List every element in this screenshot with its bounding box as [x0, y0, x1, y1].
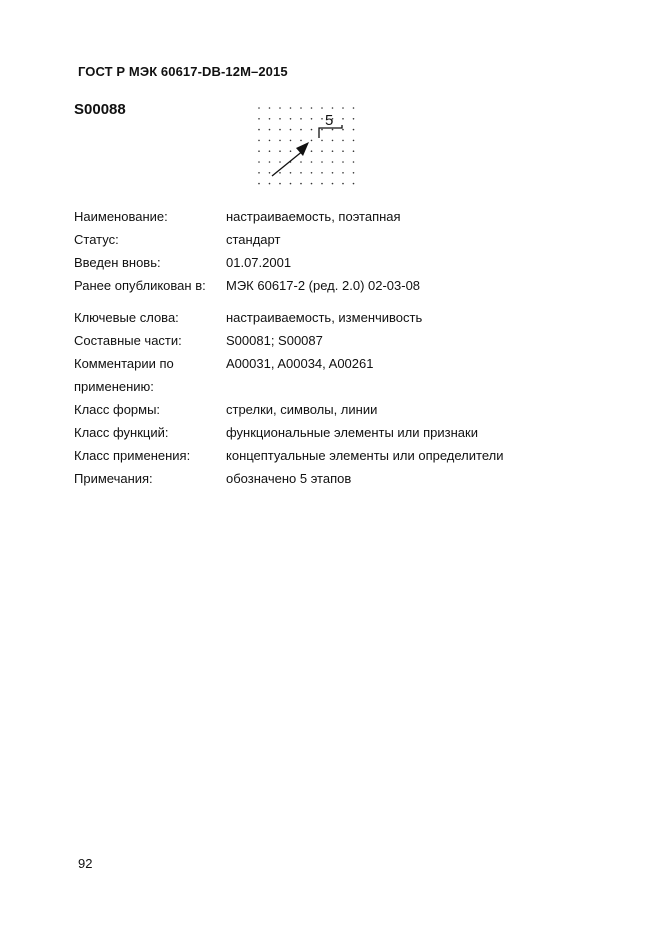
field-row-function-class [74, 421, 544, 444]
grid-dot [300, 172, 302, 174]
grid-dot [353, 140, 355, 142]
grid-dot [332, 140, 334, 142]
step-count-label: 5 [325, 112, 334, 129]
field-label: Класс применения: [74, 448, 191, 463]
grid-dot [290, 140, 292, 142]
grid-dot [258, 107, 260, 109]
grid-dot [279, 140, 281, 142]
grid-dot [290, 118, 292, 120]
field-row-status [74, 228, 544, 251]
field-label: Ранее опубликован в: [74, 278, 206, 293]
field-value: A00031, A00034, A00261 [226, 356, 374, 371]
grid-dot [269, 140, 271, 142]
field-label: Примечания: [74, 471, 153, 486]
grid-dot [332, 107, 334, 109]
grid-dot [321, 107, 323, 109]
grid-dot [353, 161, 355, 163]
field-label: Комментарии по применению: [74, 356, 174, 394]
field-label: Наименование: [74, 209, 168, 224]
grid-dot [300, 118, 302, 120]
field-value: МЭК 60617-2 (ред. 2.0) 02-03-08 [226, 278, 421, 293]
field-row-components [74, 329, 544, 352]
grid-dot [290, 107, 292, 109]
grid-dot [269, 183, 271, 185]
grid-dot [258, 140, 260, 142]
grid-dot [353, 118, 355, 120]
grid-dot [258, 118, 260, 120]
grid-dot [300, 161, 302, 163]
grid-dot [332, 161, 334, 163]
field-row-application-class [74, 444, 544, 467]
grid-dot [279, 118, 281, 120]
grid-dot [353, 172, 355, 174]
grid-dot [311, 140, 313, 142]
field-value: настраиваемость, изменчивость [226, 310, 423, 325]
symbol-graphic [252, 104, 362, 188]
grid-dot [332, 172, 334, 174]
grid-dot [258, 161, 260, 163]
document-header: ГОСТ Р МЭК 60617-DB-12M–2015 [78, 64, 288, 79]
field-label: Составные части: [74, 333, 182, 348]
field-value: стандарт [226, 232, 281, 247]
field-label: Ключевые слова: [74, 310, 179, 325]
field-label: Класс формы: [74, 402, 161, 417]
field-row-name [74, 205, 544, 228]
grid-dot [300, 107, 302, 109]
grid-dot [290, 183, 292, 185]
grid-dot [353, 107, 355, 109]
grid-dot [332, 183, 334, 185]
field-value: стрелки, символы, линии [226, 402, 378, 417]
grid-dot [332, 150, 334, 152]
field-row-notes [74, 467, 544, 490]
grid-dot [311, 150, 313, 152]
field-row-previously-published [74, 274, 544, 297]
grid-dot [279, 129, 281, 131]
grid-dot [290, 129, 292, 131]
grid-dot [311, 161, 313, 163]
grid-dot [269, 161, 271, 163]
grid-dot [258, 129, 260, 131]
field-value: S00081; S00087 [226, 333, 323, 348]
grid-dot [311, 118, 313, 120]
grid-dot [300, 183, 302, 185]
field-value: обозначено 5 этапов [226, 471, 352, 486]
field-row-introduced [74, 251, 544, 274]
grid-dot [279, 161, 281, 163]
field-row-application-comments [74, 352, 544, 398]
symbol-code: S00088 [74, 101, 126, 118]
grid-dot [269, 150, 271, 152]
grid-dot [269, 129, 271, 131]
attribute-table [74, 205, 544, 490]
grid-dot [258, 172, 260, 174]
grid-dot [321, 129, 323, 131]
field-value: концептуальные элементы или определители [226, 448, 504, 463]
grid-dot [321, 183, 323, 185]
grid-dot [311, 172, 313, 174]
grid-dot [321, 150, 323, 152]
grid-dot [258, 150, 260, 152]
grid-dot [279, 172, 281, 174]
grid-dot [332, 129, 334, 131]
grid-dot [279, 183, 281, 185]
grid-dot [321, 140, 323, 142]
page-number: 92 [78, 856, 93, 871]
grid-dot [342, 118, 344, 120]
field-row-shape-class [74, 398, 544, 421]
grid-dot [342, 161, 344, 163]
grid-dot [353, 150, 355, 152]
field-row-keywords [74, 306, 544, 329]
grid-dot [311, 129, 313, 131]
field-label: Класс функций: [74, 425, 169, 440]
grid-dot [258, 183, 260, 185]
field-value: функциональные элементы или признаки [226, 425, 478, 440]
field-label: Введен вновь: [74, 255, 161, 270]
grid-dot [342, 140, 344, 142]
field-label: Статус: [74, 232, 119, 247]
grid-dot [269, 172, 271, 174]
grid-dot [290, 172, 292, 174]
grid-dot [342, 150, 344, 152]
grid-dot [353, 183, 355, 185]
grid-dot [321, 172, 323, 174]
grid-dot [342, 129, 344, 131]
grid-dot [269, 118, 271, 120]
grid-dot [269, 107, 271, 109]
grid-dot [290, 150, 292, 152]
grid-dot [342, 172, 344, 174]
grid-dot [300, 129, 302, 131]
field-value: настраиваемость, поэтапная [226, 209, 401, 224]
field-value: 01.07.2001 [226, 255, 292, 270]
grid-dot [342, 183, 344, 185]
grid-dot [279, 150, 281, 152]
grid-dot [342, 107, 344, 109]
grid-dot [353, 129, 355, 131]
grid-dot [311, 107, 313, 109]
grid-dot [300, 140, 302, 142]
grid-dot [279, 107, 281, 109]
adjustable-step-arrow-icon [272, 125, 342, 176]
grid-dot [321, 161, 323, 163]
grid-dot [311, 183, 313, 185]
grid-dot [321, 118, 323, 120]
